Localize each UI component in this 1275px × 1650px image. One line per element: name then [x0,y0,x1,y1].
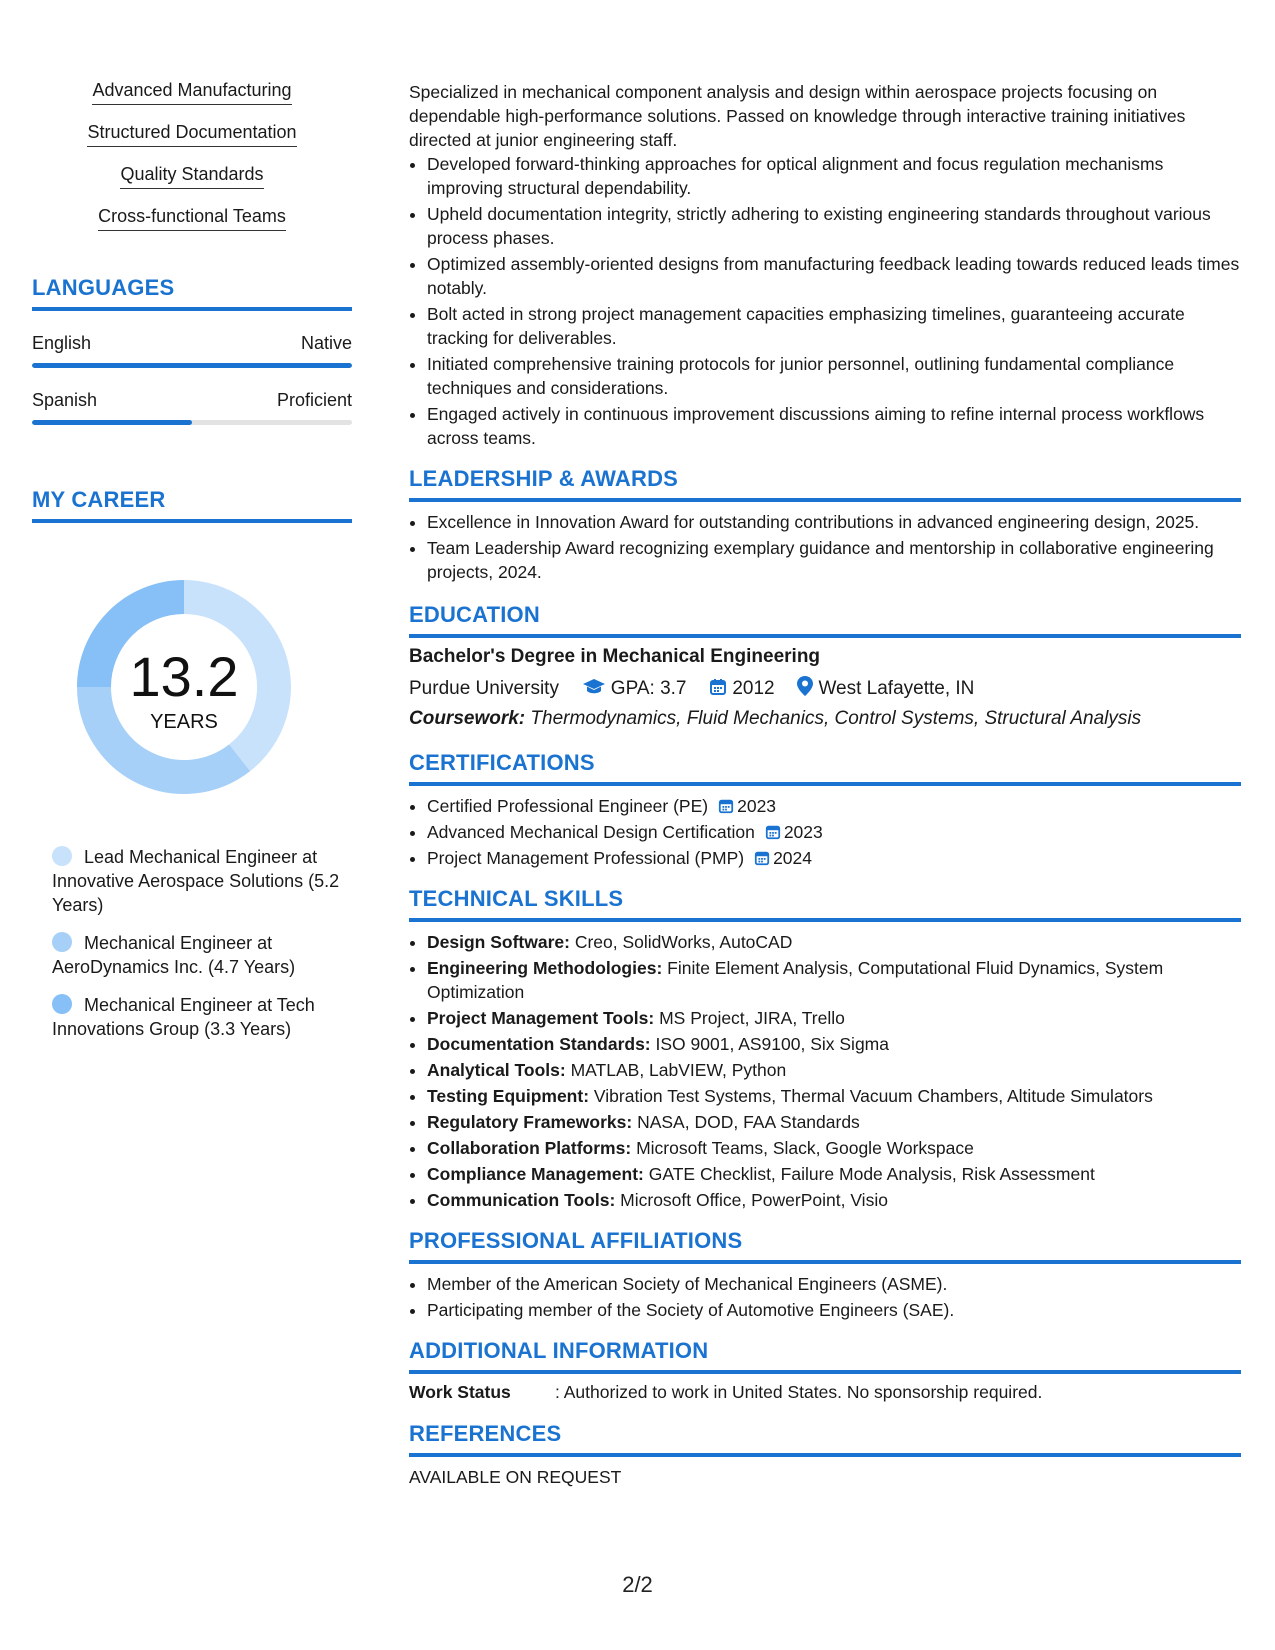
technical-skills-title: TECHNICAL SKILLS [409,886,1241,922]
experience-summary: Specialized in mechanical component analysis and design within aerospace projects focusing on dependable high-performance solutions. Passed on knowledge through interactive training initiatives directed at junior engineering staff. [409,82,1186,150]
experience-bullets [409,152,1241,450]
coursework-list: Thermodynamics, Fluid Mechanics, Control Systems, Structural Analysis [530,708,1142,729]
awards-section [409,466,1241,584]
tech-skill-label: Design Software: [427,932,570,952]
tech-skill-value: MS Project, JIRA, Trello [659,1008,845,1028]
tech-skill-label: Documentation Standards: [427,1034,651,1054]
experience-bullet: • Bolt acted in strong project management capacities emphasizing timelines, guaranteeing accurate tracking for deliverables. [427,302,1241,350]
tech-skill-item [427,1136,1241,1160]
school: Purdue University [409,678,559,699]
skill-tag: Cross-functional Teams [98,206,286,231]
skill-tag: Advanced Manufacturing [92,80,291,105]
legend-item [52,845,342,917]
tech-skill-label: Communication Tools: [427,1190,616,1210]
calendar-icon [718,798,734,814]
legend-item [52,931,342,979]
tech-skill-label: Collaboration Platforms: [427,1138,632,1158]
work-status-row [409,1382,1241,1403]
tech-skill-item [427,1110,1241,1134]
certification-item [427,794,1241,818]
award-item: • Excellence in Innovation Award for outstanding contributions in advanced engineering design, 2025. [427,510,1241,534]
languages-section [32,275,352,425]
coursework [409,708,1241,730]
affiliations-title: PROFESSIONAL AFFILIATIONS [409,1228,1241,1264]
legend-dot [52,932,72,952]
gpa: GPA: 3.7 [610,678,687,699]
legend-item [52,993,342,1041]
tech-skill-value: Microsoft Teams, Slack, Google Workspace [636,1138,974,1158]
references-section [409,1421,1241,1488]
legend-label: Mechanical Engineer at Tech Innovations Group (3.3 Years) [52,995,315,1039]
career-section [32,487,352,1041]
legend-label: Lead Mechanical Engineer at Innovative Aerospace Solutions (5.2 Years) [52,847,340,915]
career-unit: YEARS [150,711,218,733]
language-bar-fill [32,420,192,425]
certification-year: 2024 [773,848,813,868]
certification-name: Advanced Mechanical Design Certification [427,822,755,842]
certifications-title: CERTIFICATIONS [409,750,1241,786]
tech-skill-value: Finite Element Analysis, Computational Fluid Dynamics, System Optimization [427,958,1164,1002]
certifications-section [409,750,1241,870]
tech-skill-value: ISO 9001, AS9100, Six Sigma [655,1034,889,1054]
tech-skill-item [427,1162,1241,1186]
language-bar [32,363,352,368]
calendar-icon [709,678,727,696]
skill-tag: Quality Standards [120,164,263,189]
references-title: REFERENCES [409,1421,1241,1457]
tech-skill-label: Regulatory Frameworks: [427,1112,633,1132]
education-section [409,602,1241,730]
career-title: MY CAREER [32,487,352,523]
tech-skill-item [427,1058,1241,1082]
tech-skill-item [427,930,1241,954]
affiliation-item: • Member of the American Society of Mechanical Engineers (ASME). [427,1272,1241,1296]
career-total: 13.2 [129,645,239,708]
tech-skill-label: Engineering Methodologies: [427,958,663,978]
graduation-year: 2012 [732,678,775,699]
education-details [409,676,1241,700]
certification-year: 2023 [783,822,823,842]
tech-skill-item [427,1032,1241,1056]
graduation-cap-icon [582,678,606,696]
legend-label: Mechanical Engineer at AeroDynamics Inc. (4.7 Years) [52,933,296,977]
language-bar-fill [32,363,352,368]
tech-skill-value: Vibration Test Systems, Thermal Vacuum Chambers, Altitude Simulators [593,1086,1153,1106]
tech-skill-item [427,1084,1241,1108]
language-item [32,333,352,368]
certification-item [427,820,1241,844]
tech-skill-label: Project Management Tools: [427,1008,655,1028]
skill-tag: Structured Documentation [87,122,296,147]
affiliation-item: • Participating member of the Society of Automotive Engineers (SAE). [427,1298,1241,1322]
certification-name: Certified Professional Engineer (PE) [427,796,709,816]
work-status-label: Work Status [409,1382,511,1402]
tech-skill-label: Compliance Management: [427,1164,644,1184]
degree: Bachelor's Degree in Mechanical Engineering [409,646,821,667]
tech-skill-item [427,1006,1241,1030]
coursework-label: Coursework: [409,708,526,729]
language-level: Native [300,333,352,353]
tech-skill-value: NASA, DOD, FAA Standards [637,1112,860,1132]
tech-skill-value: Creo, SolidWorks, AutoCAD [574,932,793,952]
awards-title: LEADERSHIP & AWARDS [409,466,1241,502]
legend-dot [52,846,72,866]
right-column [409,80,1241,1488]
experience-bullet: • Initiated comprehensive training protocols for junior personnel, outlining fundamental compliance techniques and considerations. [427,352,1241,400]
tech-skill-item [427,956,1241,1004]
additional-title: ADDITIONAL INFORMATION [409,1338,1241,1374]
career-donut [64,567,304,807]
career-legend [32,845,352,1041]
experience-bullet: • Developed forward-thinking approaches for optical alignment and focus regulation mechanisms improving structural dependability. [427,152,1241,200]
location: West Lafayette, IN [818,678,975,699]
references-text: AVAILABLE ON REQUEST [409,1467,622,1487]
language-item [32,390,352,425]
additional-section [409,1338,1241,1403]
left-column [32,80,352,1055]
tech-skill-value: Microsoft Office, PowerPoint, Visio [620,1190,888,1210]
language-level: Proficient [276,390,352,410]
tech-skill-item [427,1188,1241,1212]
calendar-icon [765,824,781,840]
legend-dot [52,994,72,1014]
page-number: 2/2 [622,1572,653,1597]
languages-title: LANGUAGES [32,275,352,311]
calendar-icon [754,850,770,866]
certification-name: Project Management Professional (PMP) [427,848,745,868]
tech-skill-value: MATLAB, LabVIEW, Python [570,1060,787,1080]
technical-skills-section [409,886,1241,1212]
language-name: Spanish [32,390,98,410]
skill-tags [32,80,352,231]
experience-bullet: • Optimized assembly-oriented designs from manufacturing feedback leading towards reduced leads times notably. [427,252,1241,300]
tech-skill-value: GATE Checklist, Failure Mode Analysis, Risk Assessment [648,1164,1095,1184]
language-bar [32,420,352,425]
certification-item [427,846,1241,870]
award-item: • Team Leadership Award recognizing exemplary guidance and mentorship in collaborative engineering projects, 2024. [427,536,1241,584]
tech-skill-label: Analytical Tools: [427,1060,566,1080]
certification-year: 2023 [737,796,777,816]
location-pin-icon [797,676,813,696]
work-status-value: : Authorized to work in United States. No sponsorship required. [555,1382,1043,1402]
experience-bullet: • Engaged actively in continuous improvement discussions aiming to refine internal process workflows across teams. [427,402,1241,450]
affiliations-section [409,1228,1241,1322]
language-name: English [32,333,92,353]
education-title: EDUCATION [409,602,1241,638]
experience-bullet: • Upheld documentation integrity, strictly adhering to existing engineering standards throughout various process phases. [427,202,1241,250]
tech-skill-label: Testing Equipment: [427,1086,590,1106]
